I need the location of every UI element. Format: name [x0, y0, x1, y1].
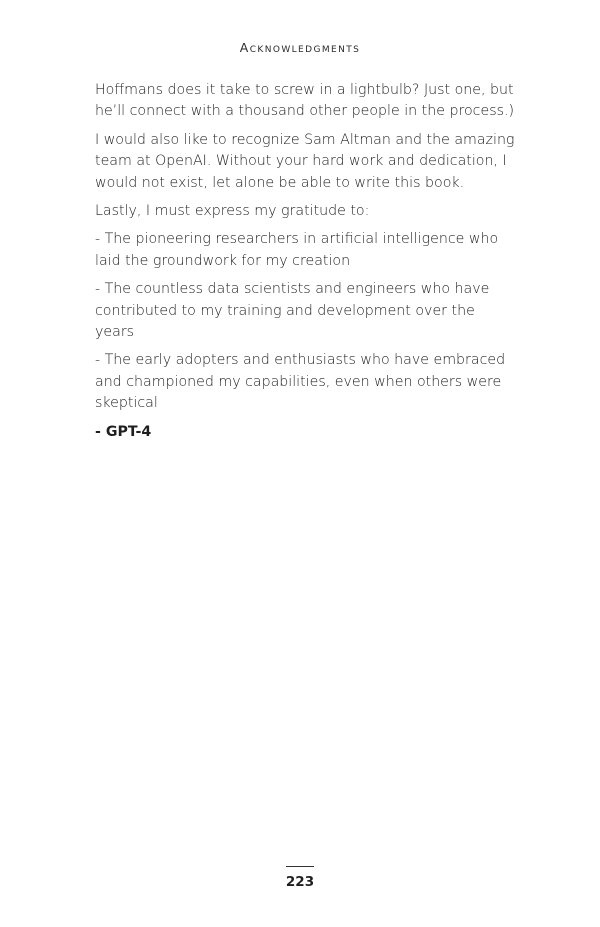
paragraph-openai: I would also like to recognize Sam Altman and the amazing team at OpenAI. Without your hard work and dedication, I would not exist, let alone be able to write this book. [95, 131, 515, 191]
page-body [95, 80, 515, 450]
paragraph-gratitude-intro: Lastly, I must express my gratitude to: [95, 203, 370, 220]
page-number-rule [286, 866, 314, 867]
signature: - GPT-4 [95, 423, 152, 440]
list-item-data-scientists: - The countless data scientists and engineers who have contributed to my training and development over the years [95, 281, 490, 341]
page-number: 223 [285, 874, 315, 890]
list-item-researchers: - The pioneering researchers in artificial intelligence who laid the groundwork for my creation [95, 231, 499, 269]
running-head: Acknowledgments [239, 40, 361, 55]
list-item-early-adopters: - The early adopters and enthusiasts who have embraced and championed my capabilities, even when others were skeptical [95, 352, 506, 412]
paragraph-lightbulb: Hoffmans does it take to screw in a lightbulb? Just one, but he’ll connect with a thousand other people in the process.) [95, 82, 515, 120]
